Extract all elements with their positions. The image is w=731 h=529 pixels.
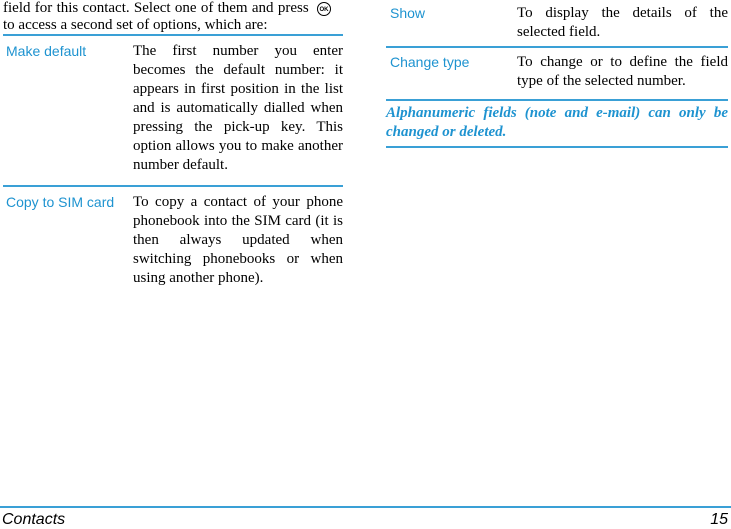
option-row-make-default [3,36,343,185]
intro-text-before: field for this contact. Select one of them and press [3,0,309,16]
option-description: To display the details of the selected field. [517,5,728,40]
option-description: To change or to define the field type of the selected number. [517,54,728,89]
option-term: Change type [390,54,470,70]
footer-section-title: Contacts [2,511,66,528]
option-row-copy-to-sim [3,187,343,298]
left-column [3,0,343,298]
intro-paragraph [3,0,343,34]
option-row-change-type [386,48,728,99]
option-row-show [386,0,728,46]
option-description: The first number you enter becomes the default number: it appears in first position in the list and is automatically dialled when pressing the pick-up key. This option allows you to make another number default. [133,43,343,173]
note-text: Alphanumeric fields (note and e-mail) can only be changed or deleted. [386,105,728,140]
intro-text-after: to access a second set of options, which are: [3,17,268,33]
page-number: 15 [710,511,728,528]
option-term: Show [390,5,426,21]
option-term: Make default [6,43,87,59]
note-rule [386,146,728,148]
option-term: Copy to SIM card [6,194,115,210]
footer-rule [0,506,731,508]
option-description: To copy a contact of your phone phonebook into the SIM card (it is then always updated when switching phonebooks or when using another phone). [133,194,343,286]
right-column [386,0,728,148]
ok-key-icon: OK [317,2,331,16]
